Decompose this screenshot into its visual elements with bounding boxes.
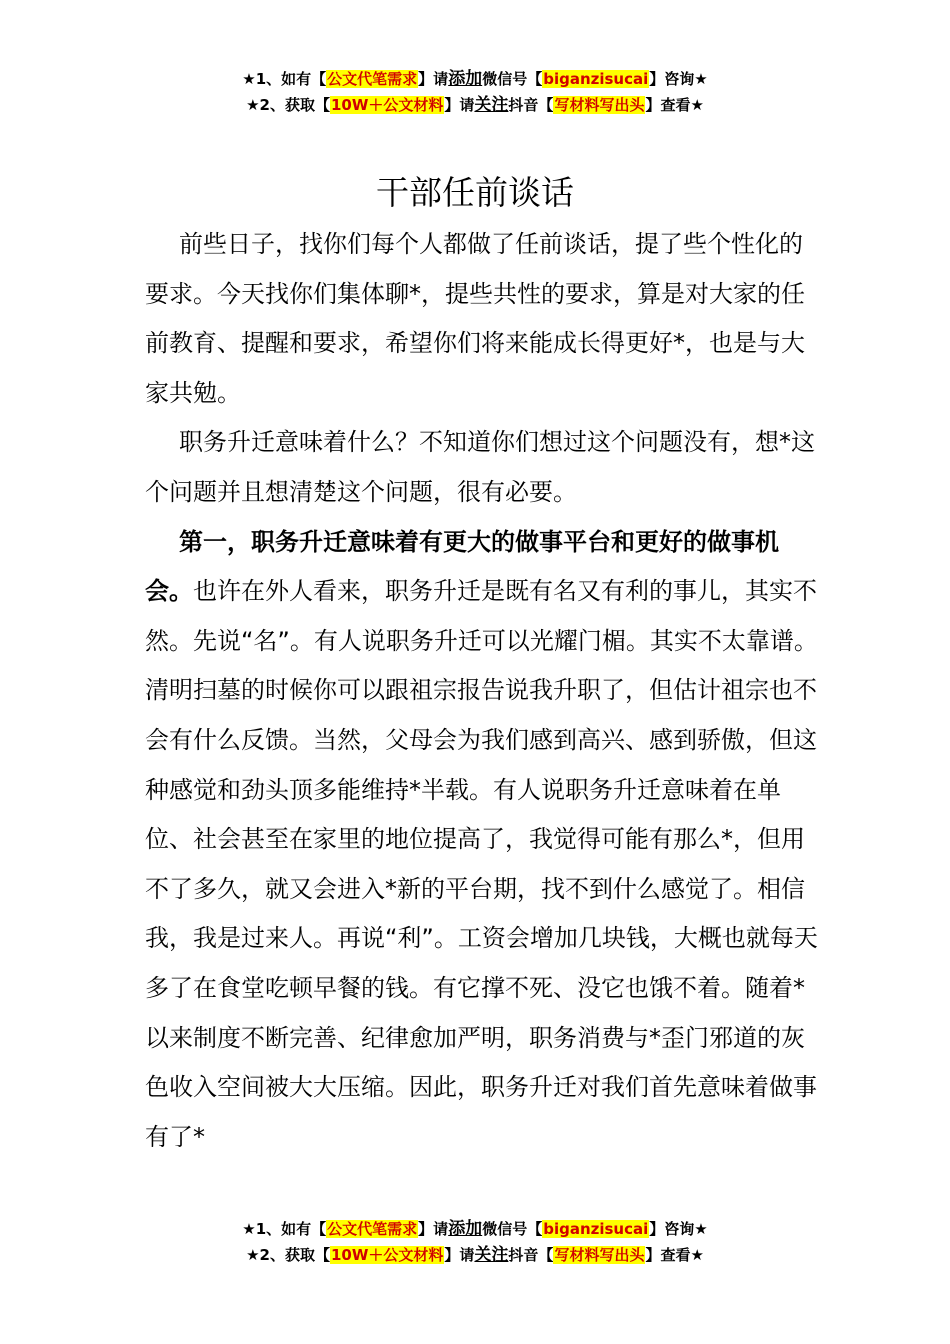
paragraph-3	[145, 518, 825, 1163]
promo-highlight-douyin: 写材料写出头	[554, 1246, 645, 1264]
promo-highlight-service: 公文代笔需求	[327, 70, 418, 88]
promo-line-1: ★1、如有【公文代笔需求】请添加微信号【biganzisucai】咨询★	[242, 1219, 708, 1239]
promo-highlight-materials: 10W＋公文材料	[330, 96, 444, 114]
paragraph-2: 职务升迁意味着什么？不知道你们想过这个问题没有，想*这个问题并且想清楚这个问题，很有必要。	[145, 428, 815, 506]
bottom-promo-banner	[0, 1216, 950, 1268]
promo-line-2: ★2、获取【10W＋公文材料】请关注抖音【写材料写出头】查看★	[246, 1245, 704, 1265]
promo-highlight-wechat: biganzisucai	[543, 70, 649, 88]
top-promo-banner	[0, 66, 950, 118]
document-body	[145, 220, 825, 1162]
paragraph-1: 前些日子，找你们每个人都做了任前谈话，提了些个性化的要求。今天找你们集体聊*，提些共性的要求，算是对大家的任前教育、提醒和要求，希望你们将来能成长得更好*，也是与大家共勉。	[145, 230, 805, 407]
section-heading-first: 第一，职务升迁意味着有更大的做事平台和更好的做事机会。	[145, 527, 779, 606]
promo-line-2: ★2、获取【10W＋公文材料】请关注抖音【写材料写出头】查看★	[246, 95, 704, 115]
document-title: 干部任前谈话	[376, 173, 574, 212]
promo-line-1: ★1、如有【公文代笔需求】请添加微信号【biganzisucai】咨询★	[242, 69, 708, 89]
paragraph-3-text: 也许在外人看来，职务升迁是既有名又有利的事儿，其实不然。先说“名”。有人说职务升迁可以光耀门楣。其实不太靠谱。清明扫墓的时候你可以跟祖宗报告说我升职了，但估计祖宗也不会有什么反馈。当然，父母会为我们感到高兴、感到骄傲，但这种感觉和劲头顶多能维持*半载。有人说职务升迁意味着在单位、社会甚至在家里的地位提高了，我觉得可能有那么*，但用不了多久，就又会进入*新的平台期，找不到什么感觉了。相信我，我是过来人。再说“利”。工资会增加几块钱，大概也就每天多了在食堂吃顿早餐的钱。有它撑不死、没它也饿不着。随着*以来制度不断完善、纪律愈加严明，职务消费与*歪门邪道的灰色收入空间被大大压缩。因此，职务升迁对我们首先意味着做事有了*	[145, 577, 818, 1151]
promo-highlight-wechat: biganzisucai	[543, 1220, 649, 1238]
promo-highlight-service: 公文代笔需求	[327, 1220, 418, 1238]
promo-highlight-materials: 10W＋公文材料	[330, 1246, 444, 1264]
promo-highlight-douyin: 写材料写出头	[554, 96, 645, 114]
